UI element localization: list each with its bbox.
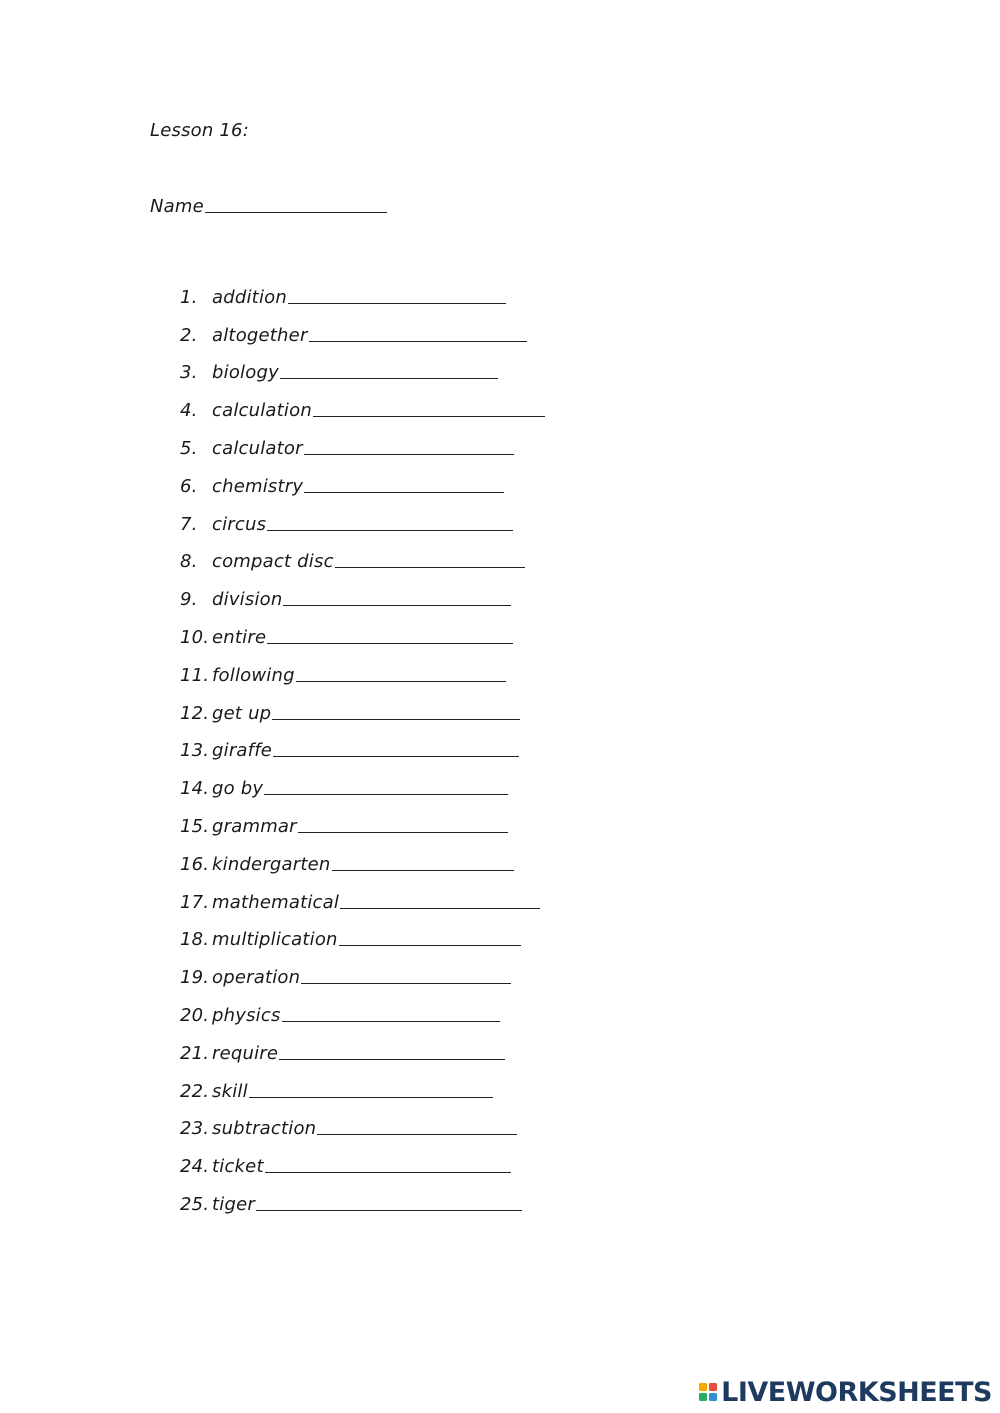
vocabulary-word: go by bbox=[212, 778, 264, 800]
list-item bbox=[180, 686, 545, 724]
list-item bbox=[180, 308, 545, 346]
vocabulary-word: following bbox=[212, 664, 295, 686]
list-item bbox=[180, 799, 545, 837]
item-number: 24. bbox=[180, 1156, 210, 1178]
list-item bbox=[180, 497, 545, 535]
item-number: 2. bbox=[180, 324, 198, 346]
answer-blank-line[interactable] bbox=[304, 474, 504, 493]
answer-blank-line[interactable] bbox=[279, 1041, 505, 1060]
vocabulary-list bbox=[180, 270, 545, 1215]
list-item bbox=[180, 459, 545, 497]
logo-square-e bbox=[709, 1393, 717, 1401]
item-number: 9. bbox=[180, 589, 198, 611]
vocabulary-word: grammar bbox=[212, 815, 297, 837]
list-item bbox=[180, 383, 545, 421]
item-number: 22. bbox=[180, 1080, 210, 1102]
answer-blank-line[interactable] bbox=[267, 625, 513, 644]
list-item bbox=[180, 572, 545, 610]
list-item bbox=[180, 1102, 545, 1140]
vocabulary-word: entire bbox=[212, 626, 267, 648]
item-number: 7. bbox=[180, 513, 198, 535]
answer-blank-line[interactable] bbox=[280, 360, 498, 379]
list-item bbox=[180, 346, 545, 384]
list-item bbox=[180, 1064, 545, 1102]
name-label: Name bbox=[150, 196, 204, 217]
vocabulary-word: altogether bbox=[212, 324, 308, 346]
vocabulary-word: subtraction bbox=[212, 1118, 317, 1140]
item-number: 8. bbox=[180, 551, 198, 573]
list-item bbox=[180, 421, 545, 459]
list-item bbox=[180, 837, 545, 875]
item-number: 16. bbox=[180, 853, 210, 875]
answer-blank-line[interactable] bbox=[282, 1003, 500, 1022]
vocabulary-word: get up bbox=[212, 702, 272, 724]
vocabulary-word: kindergarten bbox=[212, 853, 331, 875]
item-number: 11. bbox=[180, 664, 210, 686]
answer-blank-line[interactable] bbox=[296, 663, 506, 682]
list-item bbox=[180, 610, 545, 648]
item-number: 15. bbox=[180, 815, 210, 837]
vocabulary-word: compact disc bbox=[212, 551, 334, 573]
answer-blank-line[interactable] bbox=[265, 1154, 511, 1173]
vocabulary-word: multiplication bbox=[212, 929, 338, 951]
item-number: 19. bbox=[180, 967, 210, 989]
list-item bbox=[180, 875, 545, 913]
name-row bbox=[150, 196, 387, 217]
vocabulary-word: addition bbox=[212, 286, 287, 308]
vocabulary-word: giraffe bbox=[212, 740, 273, 762]
answer-blank-line[interactable] bbox=[288, 285, 506, 304]
vocabulary-word: biology bbox=[212, 362, 279, 384]
answer-blank-line[interactable] bbox=[304, 436, 514, 455]
answer-blank-line[interactable] bbox=[273, 738, 519, 757]
answer-blank-line[interactable] bbox=[332, 852, 514, 871]
vocabulary-word: calculator bbox=[212, 437, 303, 459]
lesson-title: Lesson 16: bbox=[150, 120, 249, 141]
answer-blank-line[interactable] bbox=[309, 323, 527, 342]
item-number: 20. bbox=[180, 1004, 210, 1026]
item-number: 25. bbox=[180, 1193, 210, 1215]
vocabulary-word: calculation bbox=[212, 400, 312, 422]
answer-blank-line[interactable] bbox=[283, 587, 511, 606]
vocabulary-word: operation bbox=[212, 967, 301, 989]
answer-blank-line[interactable] bbox=[249, 1079, 493, 1098]
list-item bbox=[180, 270, 545, 308]
vocabulary-word: skill bbox=[212, 1080, 248, 1102]
item-number: 1. bbox=[180, 286, 198, 308]
list-item bbox=[180, 535, 545, 573]
vocabulary-word: ticket bbox=[212, 1156, 264, 1178]
answer-blank-line[interactable] bbox=[264, 776, 508, 795]
answer-blank-line[interactable] bbox=[301, 965, 511, 984]
vocabulary-word: require bbox=[212, 1042, 279, 1064]
answer-blank-line[interactable] bbox=[335, 549, 525, 568]
item-number: 12. bbox=[180, 702, 210, 724]
logo-square-l bbox=[699, 1383, 707, 1391]
answer-blank-line[interactable] bbox=[339, 927, 521, 946]
item-number: 5. bbox=[180, 437, 198, 459]
item-number: 21. bbox=[180, 1042, 210, 1064]
logo-square-v bbox=[699, 1393, 707, 1401]
item-number: 13. bbox=[180, 740, 210, 762]
vocabulary-word: mathematical bbox=[212, 891, 340, 913]
name-blank-line[interactable] bbox=[205, 194, 387, 213]
answer-blank-line[interactable] bbox=[298, 814, 508, 833]
item-number: 6. bbox=[180, 475, 198, 497]
answer-blank-line[interactable] bbox=[313, 398, 545, 417]
answer-blank-line[interactable] bbox=[272, 701, 520, 720]
list-item bbox=[180, 988, 545, 1026]
logo-text: LIVEWORKSHEETS bbox=[721, 1376, 992, 1408]
list-item bbox=[180, 1139, 545, 1177]
item-number: 4. bbox=[180, 400, 198, 422]
list-item bbox=[180, 724, 545, 762]
list-item bbox=[180, 761, 545, 799]
item-number: 17. bbox=[180, 891, 210, 913]
item-number: 18. bbox=[180, 929, 210, 951]
list-item bbox=[180, 648, 545, 686]
vocabulary-word: physics bbox=[212, 1004, 281, 1026]
vocabulary-word: tiger bbox=[212, 1193, 255, 1215]
item-number: 3. bbox=[180, 362, 198, 384]
vocabulary-word: circus bbox=[212, 513, 267, 535]
answer-blank-line[interactable] bbox=[340, 890, 540, 909]
logo-square-i bbox=[709, 1383, 717, 1391]
logo-mark-icon bbox=[699, 1383, 717, 1401]
vocabulary-word: division bbox=[212, 589, 283, 611]
answer-blank-line[interactable] bbox=[317, 1116, 517, 1135]
answer-blank-line[interactable] bbox=[256, 1192, 522, 1211]
answer-blank-line[interactable] bbox=[267, 512, 513, 531]
list-item bbox=[180, 950, 545, 988]
list-item bbox=[180, 1177, 545, 1215]
item-number: 14. bbox=[180, 778, 210, 800]
list-item bbox=[180, 913, 545, 951]
item-number: 10. bbox=[180, 626, 210, 648]
vocabulary-word: chemistry bbox=[212, 475, 304, 497]
liveworksheets-logo bbox=[699, 1377, 992, 1407]
item-number: 23. bbox=[180, 1118, 210, 1140]
list-item bbox=[180, 1026, 545, 1064]
